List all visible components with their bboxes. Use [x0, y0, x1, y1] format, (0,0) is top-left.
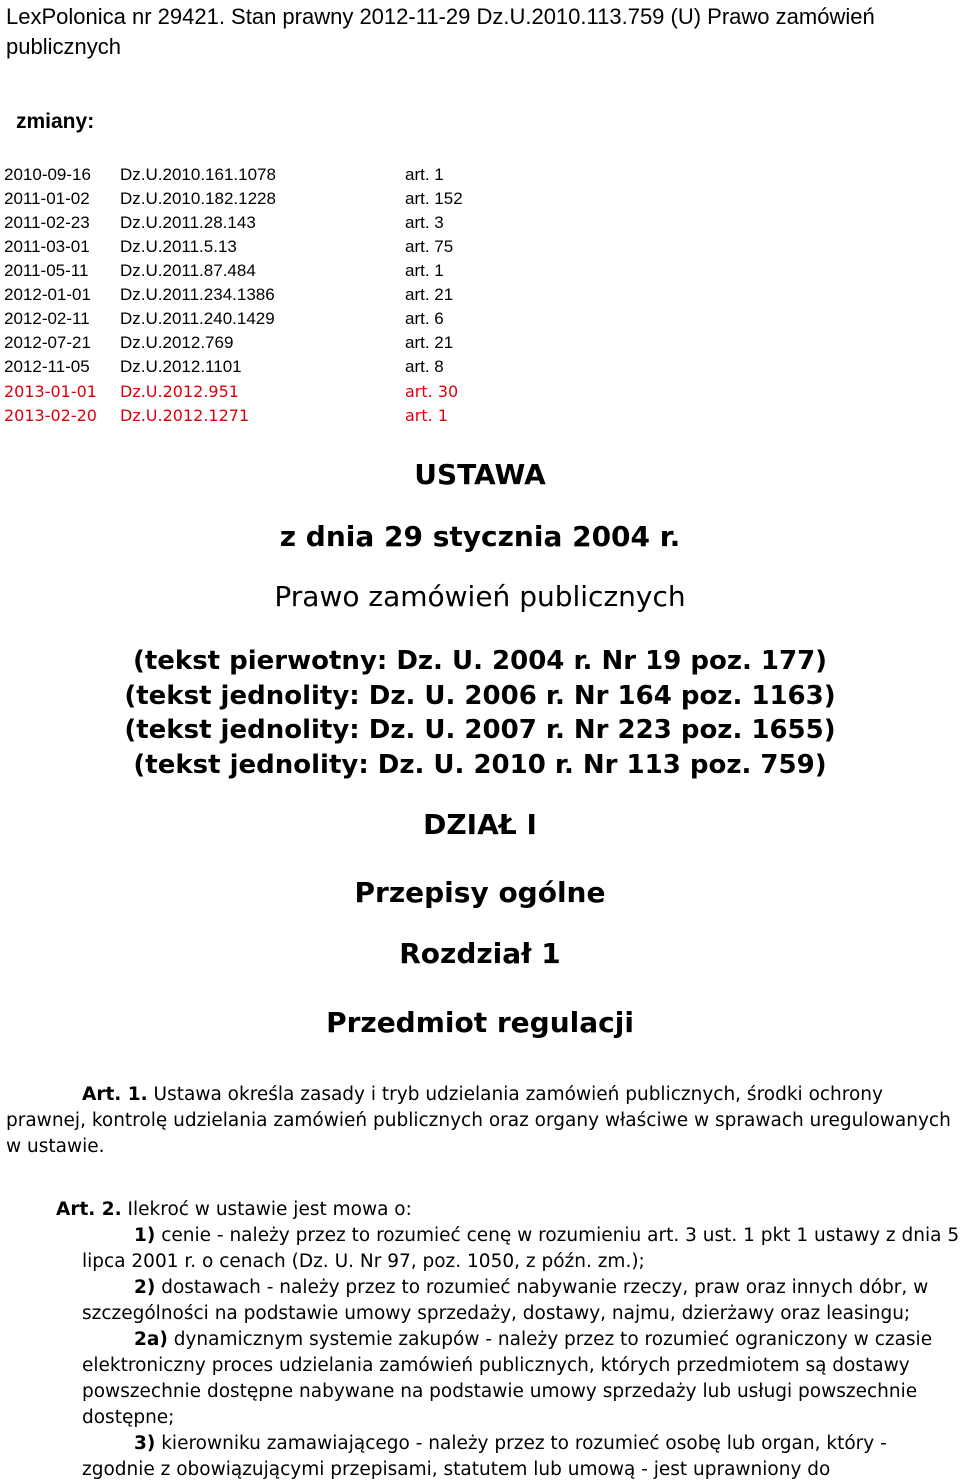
item-number: 2) — [134, 1277, 156, 1298]
change-date: 2012-11-05 — [4, 357, 90, 376]
article-1 — [6, 1082, 956, 1160]
change-article: art. 3 — [405, 213, 444, 232]
change-date: 2010-09-16 — [4, 165, 91, 184]
change-row — [0, 357, 600, 381]
change-source: Dz.U.2012.951 — [120, 382, 239, 401]
change-row — [0, 165, 600, 189]
act-date: z dnia 29 stycznia 2004 r. — [279, 520, 681, 553]
article-2-label: Art. 2. — [56, 1199, 122, 1220]
change-row — [0, 213, 600, 237]
article-1-text: Ustawa określa zasady i tryb udzielania zamówień publicznych, środki ochrony prawnej, kontrolę udzielania zamówień publicznych oraz organy właściwe w sprawach uregulowanych w ustawie. — [6, 1084, 951, 1157]
change-row-future — [0, 406, 600, 430]
changes-label: zmiany: — [16, 110, 95, 133]
change-date: 2011-02-23 — [4, 213, 90, 232]
change-date: 2013-02-20 — [4, 406, 97, 425]
chapter-title: Przedmiot regulacji — [326, 1006, 634, 1039]
article-2-item — [82, 1275, 960, 1327]
item-number: 1) — [134, 1225, 156, 1246]
act-name: Prawo zamówień publicznych — [274, 580, 686, 613]
change-article: art. 30 — [405, 382, 459, 401]
document-header: LexPolonica nr 29421. Stan prawny 2012-11-29 Dz.U.2010.113.759 (U) Prawo zamówień publicznych — [6, 4, 875, 59]
article-2-item — [82, 1327, 960, 1431]
division-heading: DZIAŁ I — [423, 808, 537, 841]
change-article: art. 1 — [405, 261, 444, 280]
item-text: kierowniku zamawiającego - należy przez to rozumieć osobę lub organ, który - zgodnie z obowiązującymi przepisami, statutem lub umową - jest uprawniony do — [82, 1433, 887, 1480]
change-article: art. 1 — [405, 406, 449, 425]
change-source: Dz.U.2011.87.484 — [120, 261, 256, 280]
change-date: 2012-01-01 — [4, 285, 91, 304]
change-row — [0, 333, 600, 357]
item-text: dostawach - należy przez to rozumieć nabywanie rzeczy, praw oraz innych dóbr, w szczególności na podstawie umowy sprzedaży, dostawy, najmu, dzierżawy oraz leasingu; — [82, 1277, 929, 1324]
change-date: 2012-07-21 — [4, 333, 91, 352]
act-source-text: (tekst jednolity: Dz. U. 2010 r. Nr 113 poz. 759) — [133, 749, 827, 780]
change-article: art. 152 — [405, 189, 463, 208]
article-2-item — [82, 1431, 960, 1483]
act-source-texts — [0, 644, 960, 782]
change-article: art. 75 — [405, 237, 454, 256]
change-date: 2011-01-02 — [4, 189, 90, 208]
change-source: Dz.U.2011.5.13 — [120, 237, 237, 256]
change-row — [0, 189, 600, 213]
change-date: 2013-01-01 — [4, 382, 97, 401]
article-2-intro-text: Ilekroć w ustawie jest mowa o: — [127, 1199, 412, 1220]
change-source: Dz.U.2012.769 — [120, 333, 234, 352]
change-source: Dz.U.2011.234.1386 — [120, 285, 275, 304]
change-row — [0, 261, 600, 285]
act-type: USTAWA — [414, 458, 546, 491]
item-number: 2a) — [134, 1329, 168, 1350]
division-title: Przepisy ogólne — [354, 876, 606, 909]
change-date: 2012-02-11 — [4, 309, 90, 328]
act-source-text: (tekst jednolity: Dz. U. 2007 r. Nr 223 poz. 1655) — [124, 715, 836, 745]
item-text: cenie - należy przez to rozumieć cenę w rozumieniu art. 3 ust. 1 pkt 1 ustawy z dnia 5 lipca 2001 r. o cenach (Dz. U. Nr 97, poz. 1050, z późn. zm.); — [82, 1225, 960, 1272]
act-source-text: (tekst jednolity: Dz. U. 2006 r. Nr 164 poz. 1163) — [124, 680, 836, 711]
item-number: 3) — [134, 1433, 156, 1454]
change-article: art. 21 — [405, 333, 454, 352]
article-2-item — [82, 1223, 960, 1275]
change-article: art. 6 — [405, 309, 444, 328]
change-source: Dz.U.2012.1271 — [120, 406, 250, 425]
change-source: Dz.U.2012.1101 — [120, 357, 242, 376]
change-article: art. 1 — [405, 165, 444, 184]
change-date: 2011-03-01 — [4, 237, 90, 256]
act-source-text: (tekst pierwotny: Dz. U. 2004 r. Nr 19 poz. 177) — [132, 646, 828, 676]
item-text: dynamicznym systemie zakupów - należy przez to rozumieć ograniczony w czasie elektroniczny proces udzielania zamówień publicznych, których przedmiotem są dostawy powszechnie dostępne nabywane na podstawie umowy sprzedaży lub usługi powszechnie dostępne; — [82, 1329, 933, 1428]
change-date: 2011-05-11 — [4, 261, 89, 280]
change-source: Dz.U.2010.161.1078 — [120, 165, 276, 184]
chapter-heading: Rozdział 1 — [399, 937, 561, 970]
change-row — [0, 285, 600, 309]
article-2-intro — [6, 1197, 956, 1223]
change-article: art. 8 — [405, 357, 444, 376]
change-source: Dz.U.2010.182.1228 — [120, 189, 276, 208]
change-row — [0, 237, 600, 261]
article-1-label: Art. 1. — [82, 1084, 148, 1105]
change-row-future — [0, 382, 600, 406]
change-row — [0, 309, 600, 333]
change-article: art. 21 — [405, 285, 454, 304]
change-source: Dz.U.2011.28.143 — [120, 213, 256, 232]
change-source: Dz.U.2011.240.1429 — [120, 309, 275, 328]
